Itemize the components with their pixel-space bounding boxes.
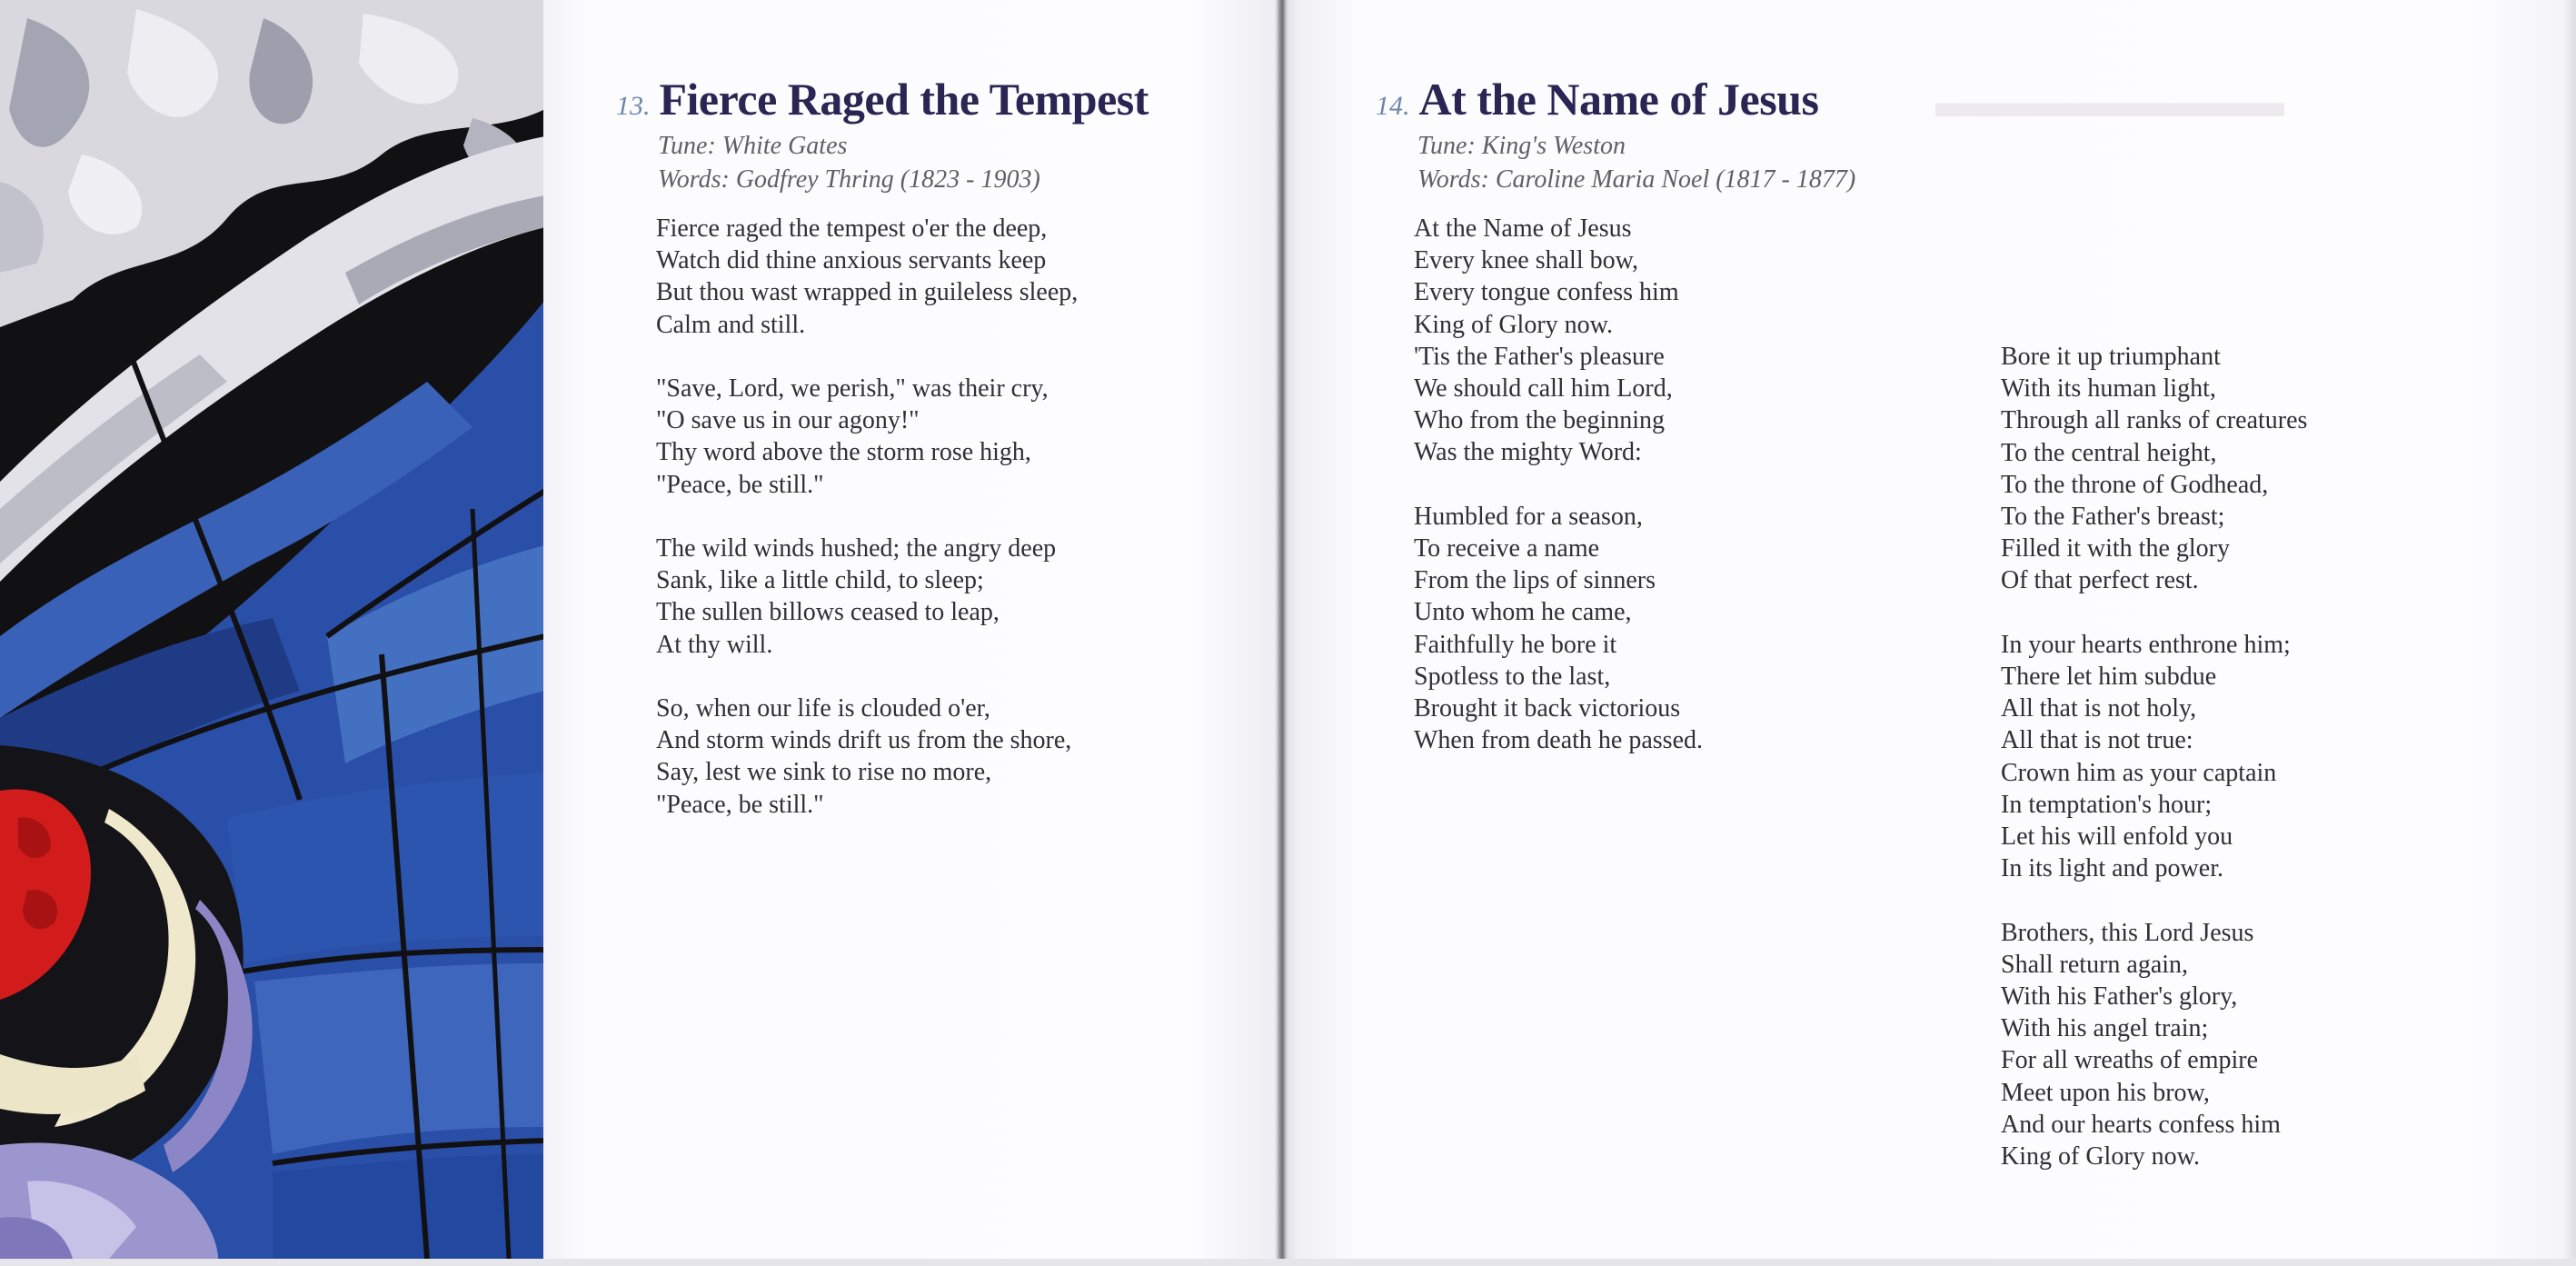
hymn14-column-2 <box>2001 341 2307 1204</box>
verse-line: Every knee shall bow, <box>1414 246 1638 275</box>
verse-line: And our hearts confess him <box>2001 1110 2281 1139</box>
book-spine <box>1276 0 1288 1266</box>
verse-line: King of Glory now. <box>1414 310 1614 339</box>
verse-line: All that is not true: <box>2001 726 2193 755</box>
verse-line: But thou wast wrapped in guileless sleep, <box>656 278 1079 307</box>
verse-line: Let his will enfold you <box>2001 822 2233 852</box>
verse-line: To the central height, <box>2001 438 2217 467</box>
verse-line: In your hearts enthrone him; <box>2001 630 2291 659</box>
stanza <box>656 213 1078 341</box>
verse-line: From the lips of sinners <box>1414 566 1656 595</box>
verse-line: All that is not holy, <box>2001 694 2197 723</box>
verse-line: Through all ranks of creatures <box>2001 406 2308 435</box>
verse-line: For all wreaths of empire <box>2001 1046 2259 1075</box>
hymn13-heading <box>616 73 1149 125</box>
hymn13-tune: Tune: White Gates <box>658 132 848 160</box>
verse-line: To the throne of Godhead, <box>2001 470 2269 499</box>
verse-line: Who from the beginning <box>1414 406 1666 435</box>
verse-line: To receive a name <box>1414 534 1600 563</box>
verse-line: Every tongue confess him <box>1414 278 1679 307</box>
verse-line: Humbled for a season, <box>1414 502 1643 531</box>
verse-line: There let him subdue <box>2001 663 2217 692</box>
hymn14-column-1 <box>1414 213 1703 789</box>
hymn14-words: Words: Caroline Maria Noel (1817 - 1877) <box>1417 165 1856 194</box>
stanza <box>1414 213 1703 469</box>
verse-line: Brought it back victorious <box>1414 694 1681 723</box>
verse-line: Meet upon his brow, <box>2001 1078 2210 1107</box>
verse-line: Say, lest we sink to rise no more, <box>656 758 992 787</box>
verse-line: Brothers, this Lord Jesus <box>2001 918 2254 947</box>
verse-line: "Save, Lord, we perish," was their cry, <box>656 374 1049 403</box>
verse-line: "Peace, be still." <box>656 470 824 499</box>
hymn13-words: Words: Godfrey Thring (1823 - 1903) <box>658 165 1040 194</box>
stained-glass-illustration <box>0 0 545 1259</box>
verse-line: With his angel train; <box>2001 1014 2209 1043</box>
hymn13-verses <box>656 213 1078 852</box>
verse-line: So, when our life is clouded o'er, <box>656 694 990 723</box>
verse-line: "O save us in our agony!" <box>656 406 920 435</box>
page-bottom-edge <box>0 1259 2576 1266</box>
verse-line: Watch did thine anxious servants keep <box>656 246 1047 275</box>
show-through-text: ▬▬▬▬▬▬▬▬ <box>1935 78 2284 126</box>
stanza <box>656 373 1078 501</box>
hymn13-title: Fierce Raged the Tempest <box>659 74 1149 125</box>
hymn14-tune: Tune: King's Weston <box>1417 132 1626 160</box>
verse-line: The sullen billows ceased to leap, <box>656 598 1000 627</box>
verse-line: At thy will. <box>656 630 773 659</box>
verse-line: In its light and power. <box>2001 854 2223 883</box>
verse-line: Of that perfect rest. <box>2001 566 2199 595</box>
stanza <box>656 533 1078 661</box>
hymn14-title: At the Name of Jesus <box>1418 74 1819 125</box>
verse-line: And storm winds drift us from the shore, <box>656 726 1072 755</box>
hymn14-heading <box>1376 73 1818 125</box>
stanza <box>2001 917 2307 1173</box>
verse-line: Thy word above the storm rose high, <box>656 438 1031 467</box>
hymn14-number: 14. <box>1376 91 1410 121</box>
verse-line: Was the mighty Word: <box>1414 438 1642 467</box>
verse-line: At the Name of Jesus <box>1414 214 1632 243</box>
hymn13-number: 13. <box>616 91 651 121</box>
stanza <box>2001 629 2307 885</box>
verse-line: When from death he passed. <box>1414 726 1703 755</box>
verse-line: Calm and still. <box>656 310 806 339</box>
verse-line: Unto whom he came, <box>1414 598 1632 627</box>
verse-line: Bore it up triumphant <box>2001 343 2221 371</box>
stanza <box>1414 501 1703 757</box>
stanza <box>656 693 1078 821</box>
verse-line: Filled it with the glory <box>2001 534 2230 563</box>
verse-line: With its human light, <box>2001 374 2216 404</box>
hymn13-credits <box>658 129 1040 196</box>
hymn14-credits <box>1417 129 1855 196</box>
page-edge <box>2564 0 2576 1266</box>
verse-line: We should call him Lord, <box>1414 374 1673 404</box>
verse-line: The wild winds hushed; the angry deep <box>656 534 1057 563</box>
verse-line: In temptation's hour; <box>2001 790 2213 819</box>
verse-line: Spotless to the last, <box>1414 662 1611 691</box>
verse-line: King of Glory now. <box>2001 1142 2201 1171</box>
stanza <box>2001 341 2307 597</box>
verse-line: Sank, like a little child, to sleep; <box>656 566 984 595</box>
verse-line: 'Tis the Father's pleasure <box>1414 342 1665 371</box>
verse-line: Faithfully he bore it <box>1414 630 1617 659</box>
verse-line: Crown him as your captain <box>2001 758 2277 787</box>
verse-line: Shall return again, <box>2001 950 2189 979</box>
verse-line: To the Father's breast; <box>2001 503 2225 532</box>
verse-line: "Peace, be still." <box>656 790 824 819</box>
verse-line: With his Father's glory, <box>2001 982 2238 1012</box>
verse-line: Fierce raged the tempest o'er the deep, <box>656 214 1048 243</box>
